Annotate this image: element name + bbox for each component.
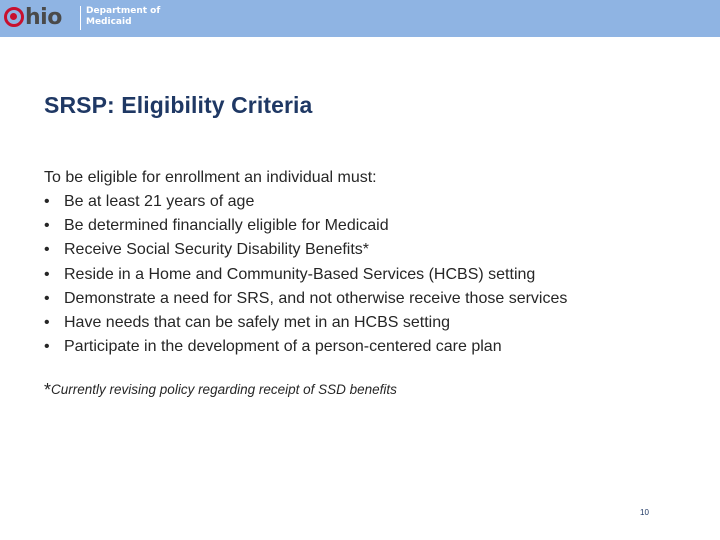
criteria-item: [44, 263, 567, 287]
criteria-item: [44, 311, 567, 335]
footnote-marker: *: [44, 380, 52, 400]
criteria-text: Receive Social Security Disability Benefits*: [64, 241, 370, 259]
criteria-text: Be determined financially eligible for Medicaid: [64, 217, 389, 235]
criteria-item: [44, 214, 567, 238]
bullet-icon: •: [44, 289, 50, 307]
ohio-wordmark: [4, 4, 62, 32]
bullet-icon: •: [44, 265, 50, 283]
criteria-text: Reside in a Home and Community-Based Services (HCBS) setting: [64, 265, 536, 283]
footnote: [44, 380, 397, 401]
footnote-text: Currently revising policy regarding receipt of SSD benefits: [51, 382, 397, 397]
intro-text: To be eligible for enrollment an individual must:: [44, 169, 377, 186]
bullet-icon: •: [44, 193, 50, 210]
bullet-icon: •: [44, 241, 50, 259]
criteria-item: [44, 238, 567, 262]
logo-divider: [80, 6, 81, 30]
criteria-item: [44, 335, 567, 359]
header-bar: [0, 0, 720, 37]
criteria-text: Have needs that can be safely met in an HCBS setting: [64, 314, 450, 332]
criteria-item: [44, 190, 567, 214]
bullet-icon: •: [44, 338, 50, 356]
department-name: [86, 6, 160, 28]
slide-title: SRSP: Eligibility Criteria: [44, 92, 313, 118]
criteria-item: [44, 287, 567, 311]
department-line-1: Department of: [86, 6, 161, 16]
criteria-text: Be at least 21 years of age: [64, 193, 255, 210]
ohio-o-icon: [4, 7, 24, 27]
department-line-2: Medicaid: [86, 17, 132, 27]
bullet-icon: •: [44, 314, 50, 332]
bullet-icon: •: [44, 217, 50, 235]
criteria-list: [44, 190, 567, 359]
ohio-wordmark-text: hio: [25, 5, 62, 30]
ohio-medicaid-logo: [0, 0, 170, 37]
criteria-text: Demonstrate a need for SRS, and not otherwise receive those services: [64, 289, 568, 307]
page-number: 10: [640, 508, 649, 517]
criteria-text: Participate in the development of a person-centered care plan: [64, 338, 502, 356]
